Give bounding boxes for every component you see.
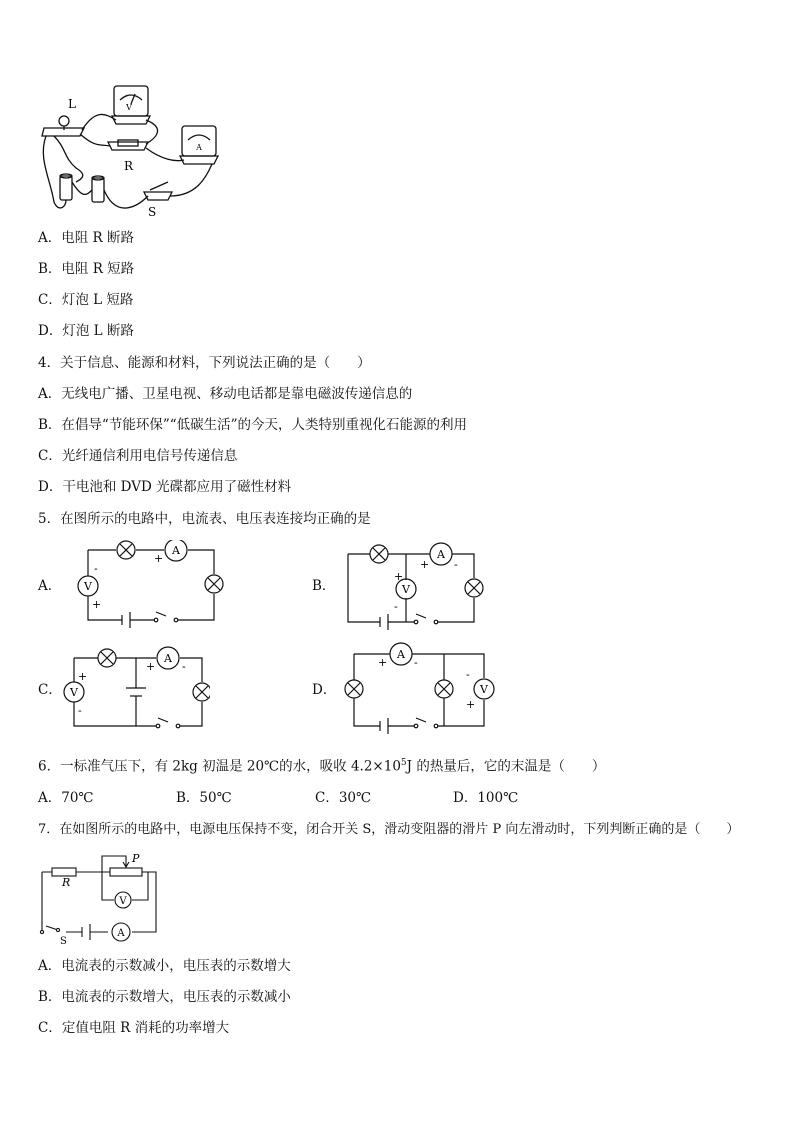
q7-resistor-label: R xyxy=(62,876,71,889)
q5a-minus: - xyxy=(94,562,98,575)
q5c-minus: - xyxy=(182,660,186,673)
q5-label-c[interactable]: C． xyxy=(38,682,62,698)
q3-option-d[interactable]: D．灯泡 L 断路 xyxy=(38,323,134,339)
q7-circuit-figure xyxy=(38,850,162,944)
q7-voltmeter-label: V xyxy=(119,896,127,907)
q3-switch-label: S xyxy=(148,205,157,219)
q7-slider-label: P xyxy=(132,852,140,865)
q5a-ammeter: A xyxy=(172,544,180,557)
q5b-plus: + xyxy=(420,558,430,571)
q5-stem: 5．在图所示的电路中，电流表、电压表连接均正确的是 xyxy=(38,511,371,527)
q6-option-b[interactable]: B．50℃ xyxy=(176,790,232,806)
q5d-plus: + xyxy=(378,656,388,669)
q6-stem-part-2: J 的热量后，它的末温是（ ） xyxy=(406,758,606,775)
q6-option-c[interactable]: C．30℃ xyxy=(315,790,372,806)
q4-option-c[interactable]: C．光纤通信利用电信号传递信息 xyxy=(38,448,238,464)
q5b-plus-2: + xyxy=(394,570,404,583)
q5a-plus-2: + xyxy=(92,598,102,611)
q7-stem: 7．在如图所示的电路中，电源电压保持不变，闭合开关 S，滑动变阻器的滑片 P 向左滑动时，下列判断正确的是（ ） xyxy=(38,822,740,837)
q5c-plus-2: + xyxy=(78,670,88,683)
q5d-minus: - xyxy=(414,656,418,669)
q5c-plus: + xyxy=(146,660,156,673)
q5d-plus-2: + xyxy=(466,698,476,711)
q5c-ammeter: A xyxy=(164,652,172,665)
q4-option-b[interactable]: B．在倡导“节能环保”“低碳生活”的今天，人类特别重视化石能源的利用 xyxy=(38,417,468,433)
q3-lamp-label: L xyxy=(68,97,76,111)
q5d-minus-2: - xyxy=(466,668,470,681)
q5-label-a[interactable]: A． xyxy=(38,578,62,594)
q5d-voltmeter: V xyxy=(480,683,488,696)
q5c-voltmeter: V xyxy=(70,686,78,699)
q5-circuit-c xyxy=(60,644,210,734)
q3-circuit-figure xyxy=(36,78,236,220)
q3-option-a[interactable]: A．电阻 R 断路 xyxy=(38,230,134,246)
q5a-plus: + xyxy=(154,552,164,565)
q7-option-b[interactable]: B．电流表的示数增大，电压表的示数减小 xyxy=(38,989,291,1005)
q7-ammeter-label: A xyxy=(117,928,125,939)
q3-option-c[interactable]: C．灯泡 L 短路 xyxy=(38,292,134,308)
q5-circuit-a xyxy=(74,540,224,632)
q6-option-a[interactable]: A．70℃ xyxy=(38,790,94,806)
q5b-voltmeter: V xyxy=(402,583,410,596)
q6-option-d[interactable]: D．100℃ xyxy=(453,790,519,806)
q5-label-d[interactable]: D． xyxy=(312,682,337,698)
q5d-ammeter: A xyxy=(397,648,405,661)
q3-ammeter-label: A xyxy=(196,143,202,152)
q5b-minus-2: - xyxy=(394,600,398,613)
q5a-voltmeter: V xyxy=(84,580,92,593)
q7-option-a[interactable]: A．电流表的示数减小，电压表的示数增大 xyxy=(38,958,291,974)
q4-option-d[interactable]: D．干电池和 DVD 光碟都应用了磁性材料 xyxy=(38,479,292,495)
q6-stem xyxy=(38,754,605,776)
q7-switch-label: S xyxy=(60,936,67,944)
q7-option-c[interactable]: C．定值电阻 R 消耗的功率增大 xyxy=(38,1020,230,1036)
q5-circuit-d xyxy=(340,642,500,734)
q5-circuit-b xyxy=(340,540,490,636)
q3-option-b[interactable]: B．电阻 R 短路 xyxy=(38,261,135,277)
q6-stem-part-1: 6．一标准气压下，有 2kg 初温是 20℃的水，吸收 4.2×10 xyxy=(38,758,401,775)
q5c-minus-2: - xyxy=(78,704,82,717)
q4-stem: 4．关于信息、能源和材料，下列说法正确的是（ ） xyxy=(38,355,371,371)
q3-resistor-label: R xyxy=(124,159,134,173)
q4-option-a[interactable]: A．无线电广播、卫星电视、移动电话都是靠电磁波传递信息的 xyxy=(38,386,413,402)
q5b-minus: - xyxy=(454,558,458,571)
q5b-ammeter: A xyxy=(437,548,445,561)
q3-voltmeter-label: V xyxy=(126,103,132,112)
q6-stem-exponent: 5 xyxy=(400,758,407,768)
q5-label-b[interactable]: B． xyxy=(312,578,336,594)
